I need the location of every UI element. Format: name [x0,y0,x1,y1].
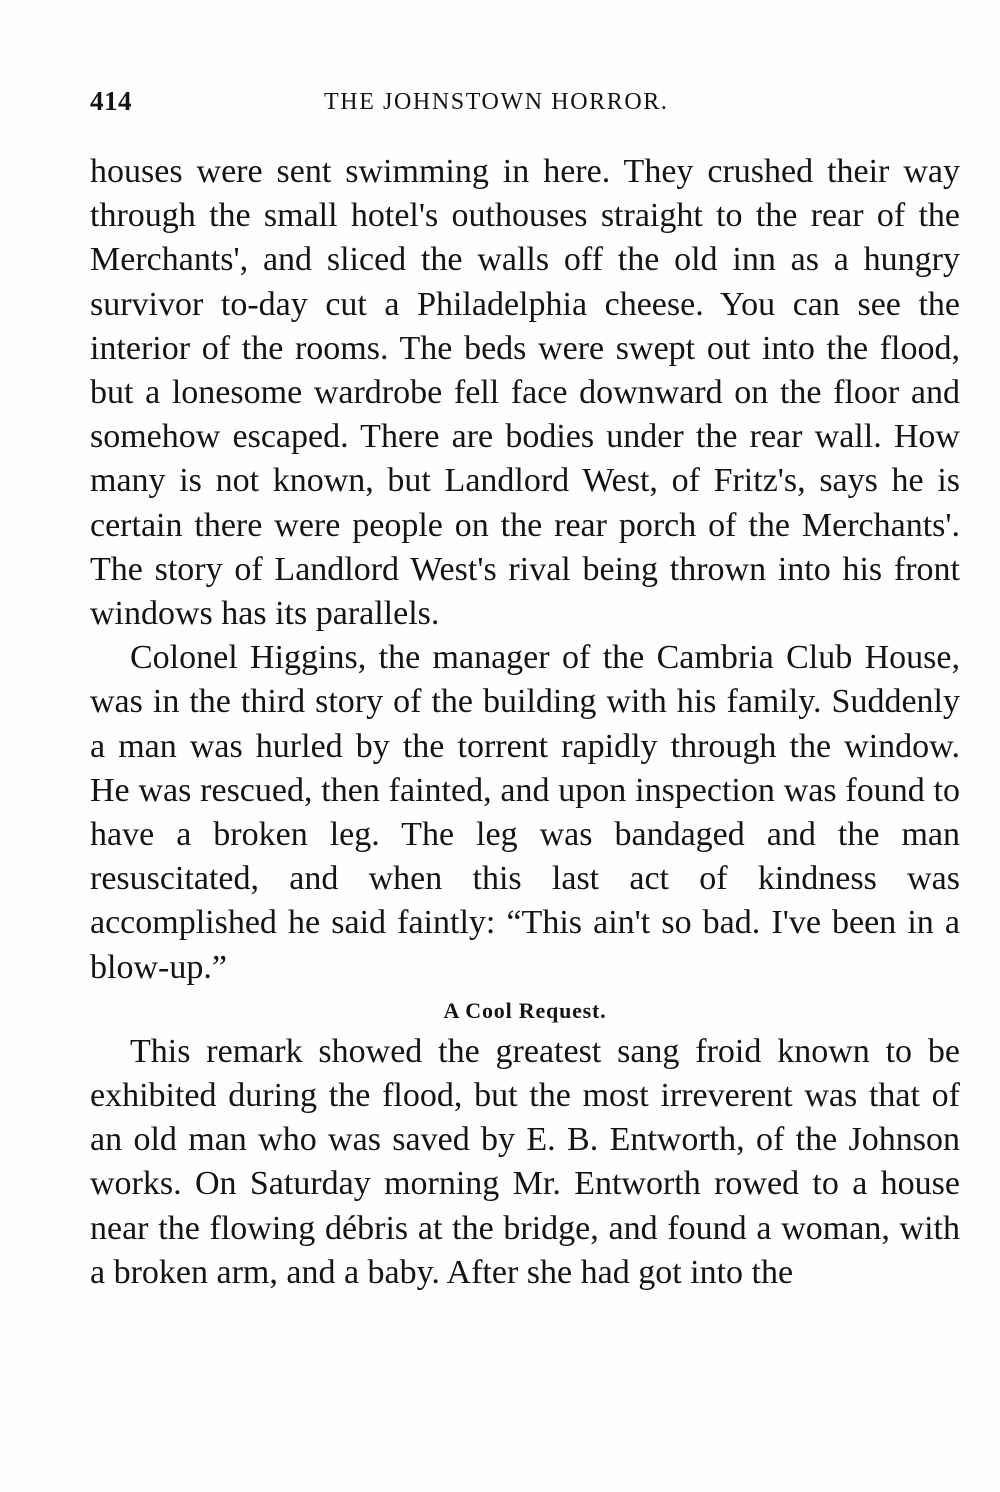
page-number: 414 [90,86,132,116]
body-text [90,150,960,1295]
paragraph-continuation: houses were sent swimming in here. They crushed their way through the small hotel's outhouses straight to the rear of the Merchants', and sliced the walls off the old inn as a hungry survivor to-day cut a Philadelphia cheese. You can see the interior of the rooms. The beds were swept out into the flood, but a lonesome wardrobe fell face downward on the floor and somehow escaped. There are bodies under the rear wall. How many is not known, but Landlord West, of Fritz's, says he is certain there were people on the rear porch of the Merchants'. The story of Landlord West's rival being thrown into his front windows has its parallels. [90,153,960,633]
running-title: THE JOHNSTOWN HORROR. [324,89,669,115]
page-header [90,86,960,126]
section-subheading: A Cool Request. [443,997,607,1023]
paragraph-colonel-higgins: Colonel Higgins, the manager of the Cambria Club House, was in the third story of the building with his family. Suddenly a man was hurled by the torrent rapidly through the window. He was rescued, then fainted, and upon inspection was found to have a broken leg. The leg was bandaged and the man resuscitated, and when this last act of kindness was accomplished he said faintly: “This ain't so bad. I've been in a blow-up.” [90,639,960,986]
paragraph-cool-request: This remark showed the greatest sang froid known to be exhibited during the flood, but the most irreverent was that of an old man who was saved by E. B. Entworth, of the Johnson works. On Saturday morning Mr. Entworth rowed to a house near the flowing débris at the bridge, and found a woman, with a broken arm, and a baby. After she had got into the [90,1032,960,1291]
